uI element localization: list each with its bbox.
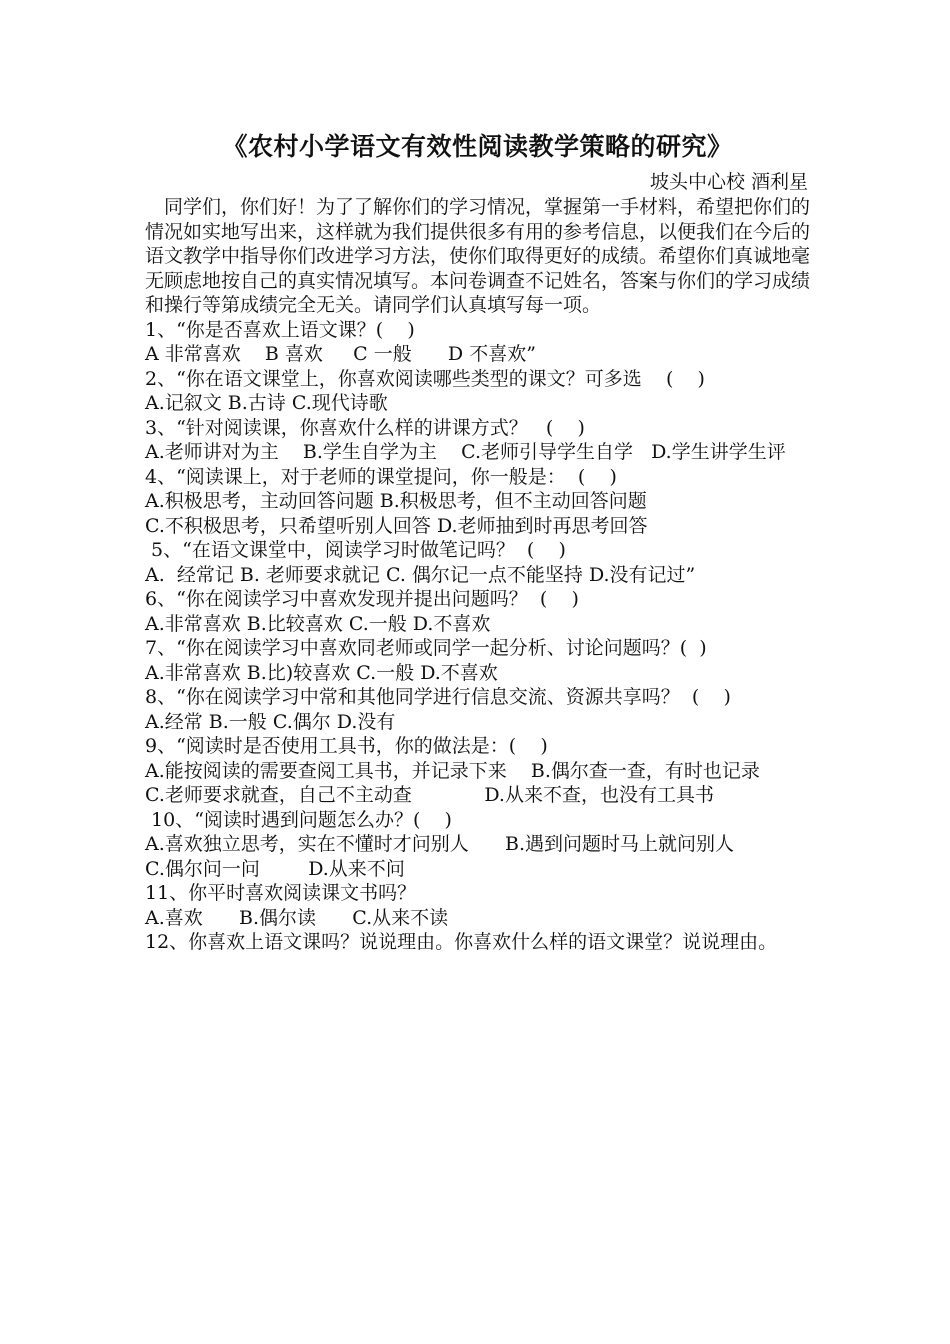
question-11-options: A.喜欢 B.偶尔读 C.从来不读 <box>145 906 449 929</box>
question-6: 6、“你在阅读学习中喜欢发现并提出问题吗？ ( ) <box>145 588 579 610</box>
question-1: 1、“你是否喜欢上语文课？( ) <box>145 318 415 341</box>
question-8: 8、“你在阅读学习中常和其他同学进行信息交流、资源共享吗？ ( ) <box>145 686 731 708</box>
question-10-options-cd: C.偶尔问一问 D.从来不问 <box>145 857 405 880</box>
question-5-options: A. 经常记 B. 老师要求就记 C. 偶尔记一点不能坚持 D.没有记过” <box>145 563 696 586</box>
question-5: 5、“在语文课堂中，阅读学习时做笔记吗？ ( ) <box>145 539 566 561</box>
question-12: 12、你喜欢上语文课吗？说说理由。你喜欢什么样的语文课堂？说说理由。 <box>145 931 778 953</box>
document-title: 《农村小学语文有效性阅读教学策略的研究》 <box>222 132 733 161</box>
question-9: 9、“阅读时是否使用工具书，你的做法是：( ) <box>145 735 548 757</box>
question-2: 2、“你在语文课堂上，你喜欢阅读哪些类型的课文？可多选 ( ) <box>145 367 705 390</box>
question-1-options: A 非常喜欢 B 喜欢 C 一般 D 不喜欢” <box>145 343 536 365</box>
question-6-options: A.非常喜欢 B.比较喜欢 C.一般 D.不喜欢 <box>145 612 491 635</box>
question-11: 11、你平时喜欢阅读课文书吗？ <box>145 882 417 904</box>
question-2-options: A.记叙文 B.古诗 C.现代诗歌 <box>145 392 388 414</box>
question-9-options-ab: A.能按阅读的需要查阅工具书，并记录下来 B.偶尔查一查，有时也记录 <box>145 759 760 782</box>
question-10: 10、“阅读时遇到问题怎么办？( ) <box>145 808 452 831</box>
question-3-options: A.老师讲对为主 B.学生自学为主 C.老师引导学生自学 D.学生讲学生评 <box>145 441 786 463</box>
question-4-options-cd: C.不积极思考，只希望听别人回答 D.老师抽到时再思考回答 <box>145 514 648 537</box>
question-10-options-ab: A.喜欢独立思考，实在不懂时才问别人 B.遇到问题时马上就问别人 <box>145 833 735 855</box>
document-page <box>145 130 810 955</box>
question-4: 4、“阅读课上，对于老师的课堂提问，你一般是： ( ) <box>145 465 617 488</box>
question-3: 3、“针对阅读课，你喜欢什么样的讲课方式？ ( ) <box>145 416 585 439</box>
intro-paragraph: 同学们，你们好！为了了解你们的学习情况，掌握第一手材料，希望把你们的情况如实地写出来，这样就为我们提供很多有用的参考信息，以便我们在今后的语文教学中指导你们改进学习方法，使你们取得更好的成绩。希望你们真诚地毫无顾虑地按自己的真实情况填写。本问卷调查不记姓名，答案与你们的学习成绩和操行等第成绩完全无关。请同学们认真填写每一项。 <box>145 196 811 316</box>
question-7-options: A.非常喜欢 B.比)较喜欢 C.一般 D.不喜欢 <box>145 661 498 684</box>
question-7: 7、“你在阅读学习中喜欢同老师或同学一起分析、讨论问题吗？( ) <box>145 637 707 659</box>
question-4-options-ab: A.积极思考，主动回答问题 B.积极思考，但不主动回答问题 <box>145 490 647 512</box>
document-author: 坡头中心校 酒利星 <box>649 171 808 193</box>
question-8-options: A.经常 B.一般 C.偶尔 D.没有 <box>145 710 396 733</box>
question-9-options-cd: C.老师要求就查，自己不主动查 D.从来不查，也没有工具书 <box>145 784 714 806</box>
